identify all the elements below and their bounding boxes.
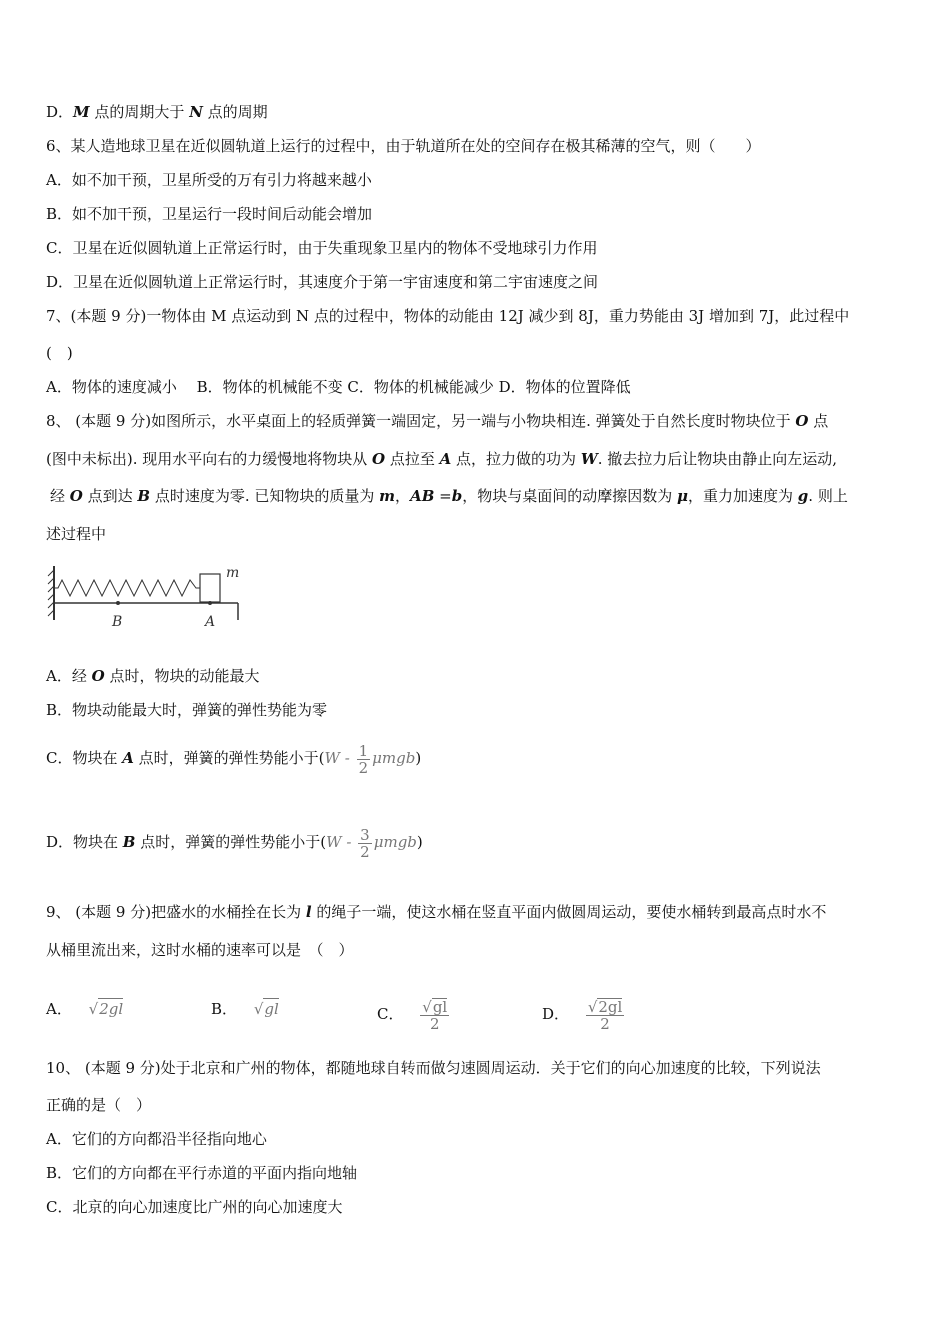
block [200, 574, 220, 602]
spring-block-figure [40, 560, 260, 636]
expression-c: W - $\frac{1}{2}$ μmgb [324, 741, 416, 777]
q8-stem-line4: 述过程中 [46, 525, 107, 543]
q5-option-d: D．M 点的周期大于 N 点的周期 [46, 103, 268, 121]
q9-option-a: A． √2gl [46, 1000, 124, 1018]
point-b [116, 601, 120, 605]
q8-stem-line2: (图中未标出). 现用水平向右的力缓慢地将物块从 O 点拉至 A 点，拉力做的功为 W. 撤去拉力后让物块由静止向左运动, [46, 450, 837, 468]
label-a: A [205, 614, 216, 630]
q9-stem-line1: 9、 (本题 9 分)把盛水的水桶拴在长为 l 的绳子一端，使这水桶在竖直平面内做圆周运动，要使水桶转到最高点时水不 [46, 903, 827, 921]
q10-stem-line1: 10、 (本题 9 分)处于北京和广州的物体，都随地球自转而做匀速圆周运动．关于它们的向心加速度的比较，下列说法 [46, 1059, 821, 1077]
expression-d: W - $\frac{3}{2}$ μmgb [326, 825, 417, 861]
q8-stem-line3: 经 O 点到达 B 点时速度为零. 已知物块的质量为 m，AB =b，物块与桌面间的动摩擦因数为 μ，重力加速度为 g. 则上 [50, 487, 848, 505]
q9-option-c: C． $\frac{√gl}{2}$ [377, 998, 448, 1033]
q6-stem: 6、某人造地球卫星在近似圆轨道上运行的过程中，由于轨道所在处的空间存在极其稀薄的空气，则（ ） [46, 137, 761, 155]
q10-stem-line2: 正确的是（ ） [46, 1096, 152, 1114]
q10-option-a: A．它们的方向都沿半径指向地心 [46, 1130, 267, 1148]
q10-option-b: B．它们的方向都在平行赤道的平面内指向地轴 [46, 1164, 358, 1182]
label-b: B [112, 614, 123, 630]
q9-option-d: D． $\frac{√2gl}{2}$ [542, 998, 623, 1033]
q8-option-a: A．经 O 点时，物块的动能最大 [46, 667, 260, 685]
q9-option-b: B． √gl [211, 1000, 279, 1018]
spring [54, 580, 200, 596]
q6-option-b: B．如不加干预，卫星运行一段时间后动能会增加 [46, 205, 373, 223]
q7-options: A．物体的速度减小 B．物体的机械能不变 C．物体的机械能减少 D．物体的位置降低 [46, 378, 631, 396]
q9-stem-line2: 从桶里流出来，这时水桶的速率可以是 （ ） [46, 941, 354, 959]
q8-option-d: D．物块在 B 点时，弹簧的弹性势能小于(W - $\frac{3}{2}$ μmgb) [46, 825, 423, 861]
q6-option-c: C．卫星在近似圆轨道上正常运行时，由于失重现象卫星内的物体不受地球引力作用 [46, 239, 598, 257]
label-m: m [226, 565, 240, 581]
q7-stem-line2: ( ) [46, 344, 73, 362]
q7-stem-line1: 7、(本题 9 分)一物体由 M 点运动到 N 点的过程中，物体的动能由 12J 减少到 8J，重力势能由 3J 增加到 7J，此过程中 [46, 307, 850, 325]
q8-option-b: B．物块动能最大时，弹簧的弹性势能为零 [46, 701, 328, 719]
point-a [208, 601, 212, 605]
q10-option-c: C．北京的向心加速度比广州的向心加速度大 [46, 1198, 343, 1216]
q6-option-a: A．如不加干预，卫星所受的万有引力将越来越小 [46, 171, 372, 189]
q8-option-c: C．物块在 A 点时，弹簧的弹性势能小于(W - $\frac{1}{2}$ μmgb) [46, 741, 422, 777]
q8-stem-line1: 8、 (本题 9 分)如图所示，水平桌面上的轻质弹簧一端固定，另一端与小物块相连. 弹簧处于自然长度时物块位于 O 点 [46, 412, 829, 430]
q6-option-d: D．卫星在近似圆轨道上正常运行时，其速度介于第一宇宙速度和第二宇宙速度之间 [46, 273, 599, 291]
